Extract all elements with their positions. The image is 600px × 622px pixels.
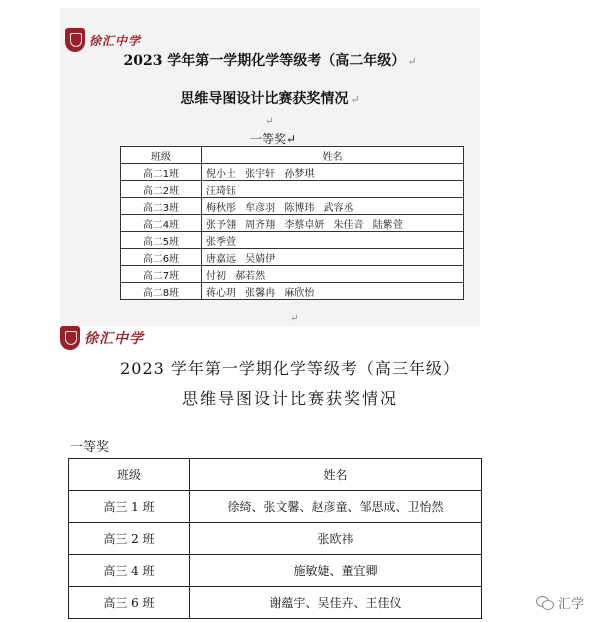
names-cell: 汪琦钰 bbox=[202, 181, 464, 198]
watermark-text: 汇学 bbox=[557, 597, 584, 612]
wechat-icon bbox=[536, 596, 554, 610]
names-cell: 唐嘉远 吴婧伊 bbox=[202, 249, 464, 266]
class-cell: 高三 2 班 bbox=[69, 523, 190, 555]
table-row bbox=[69, 587, 482, 619]
table-row bbox=[121, 249, 464, 266]
names-cell: 梅秋彤 牟彦羽 陈博玮 武容丞 bbox=[202, 198, 464, 215]
table-row bbox=[121, 215, 464, 232]
paragraph-mark: ↵ bbox=[265, 116, 274, 127]
header-class: 班级 bbox=[121, 147, 202, 164]
names-cell: 付初 郝若然 bbox=[202, 266, 464, 283]
class-cell: 高二5班 bbox=[121, 232, 202, 249]
doc-subtitle: 思维导图设计比赛获奖情况 bbox=[181, 389, 398, 408]
table-row bbox=[121, 232, 464, 249]
table-row bbox=[121, 164, 464, 181]
names-cell: 张予翎 周齐翔 李蔡卓妍 朱佳音 陆紫萱 bbox=[202, 215, 464, 232]
winners-table bbox=[120, 146, 464, 300]
school-seal-icon bbox=[60, 326, 80, 350]
class-cell: 高三 4 班 bbox=[69, 555, 190, 587]
names-cell: 蒋心玥 张馨冉 麻欣怡 bbox=[202, 283, 464, 300]
names-cell: 倪小土 张宇轩 孙梦琪 bbox=[202, 164, 464, 181]
award-level: 一等奖↵ bbox=[250, 132, 297, 146]
class-cell: 高二3班 bbox=[121, 198, 202, 215]
header-class: 班级 bbox=[69, 459, 190, 491]
grade2-award-document bbox=[60, 8, 480, 326]
grade3-award-document bbox=[50, 320, 530, 622]
table-row bbox=[69, 555, 482, 587]
class-cell: 高二8班 bbox=[121, 283, 202, 300]
names-cell: 张欧祎 bbox=[190, 523, 482, 555]
class-cell: 高二6班 bbox=[121, 249, 202, 266]
table-header-row bbox=[121, 147, 464, 164]
table-row bbox=[121, 283, 464, 300]
school-logo bbox=[65, 28, 141, 52]
table-row bbox=[69, 523, 482, 555]
table-row bbox=[121, 181, 464, 198]
school-logo bbox=[60, 326, 144, 350]
names-cell: 谢蕴宇、吴佳卉、王佳仪 bbox=[190, 587, 482, 619]
class-cell: 高二4班 bbox=[121, 215, 202, 232]
paragraph-mark: ↵ bbox=[290, 313, 299, 324]
doc-title: 2023 学年第一学期化学等级考（高三年级） bbox=[120, 359, 460, 378]
names-cell: 张季萱 bbox=[202, 232, 464, 249]
school-name: 徐汇中学 bbox=[84, 331, 144, 347]
award-level: 一等奖 bbox=[70, 440, 110, 455]
class-cell: 高三 1 班 bbox=[69, 491, 190, 523]
names-cell: 施敏婕、董宜卿 bbox=[190, 555, 482, 587]
names-cell: 徐绮、张文馨、赵彦童、邹思成、卫怡然 bbox=[190, 491, 482, 523]
school-name: 徐汇中学 bbox=[89, 33, 142, 48]
account-watermark bbox=[536, 593, 584, 612]
header-names: 姓名 bbox=[202, 147, 464, 164]
class-cell: 高三 6 班 bbox=[69, 587, 190, 619]
header-names: 姓名 bbox=[190, 459, 482, 491]
class-cell: 高二7班 bbox=[121, 266, 202, 283]
class-cell: 高二2班 bbox=[121, 181, 202, 198]
table-row bbox=[121, 266, 464, 283]
table-header-row bbox=[69, 459, 482, 491]
school-seal-icon bbox=[65, 28, 85, 52]
table-row bbox=[69, 491, 482, 523]
winners-table bbox=[68, 458, 482, 619]
table-row bbox=[121, 198, 464, 215]
class-cell: 高二1班 bbox=[121, 164, 202, 181]
doc-title: 2023 学年第一学期化学等级考（高二年级） ↵ bbox=[123, 53, 417, 69]
doc-subtitle: 思维导图设计比赛获奖情况 ↵ bbox=[180, 91, 360, 107]
